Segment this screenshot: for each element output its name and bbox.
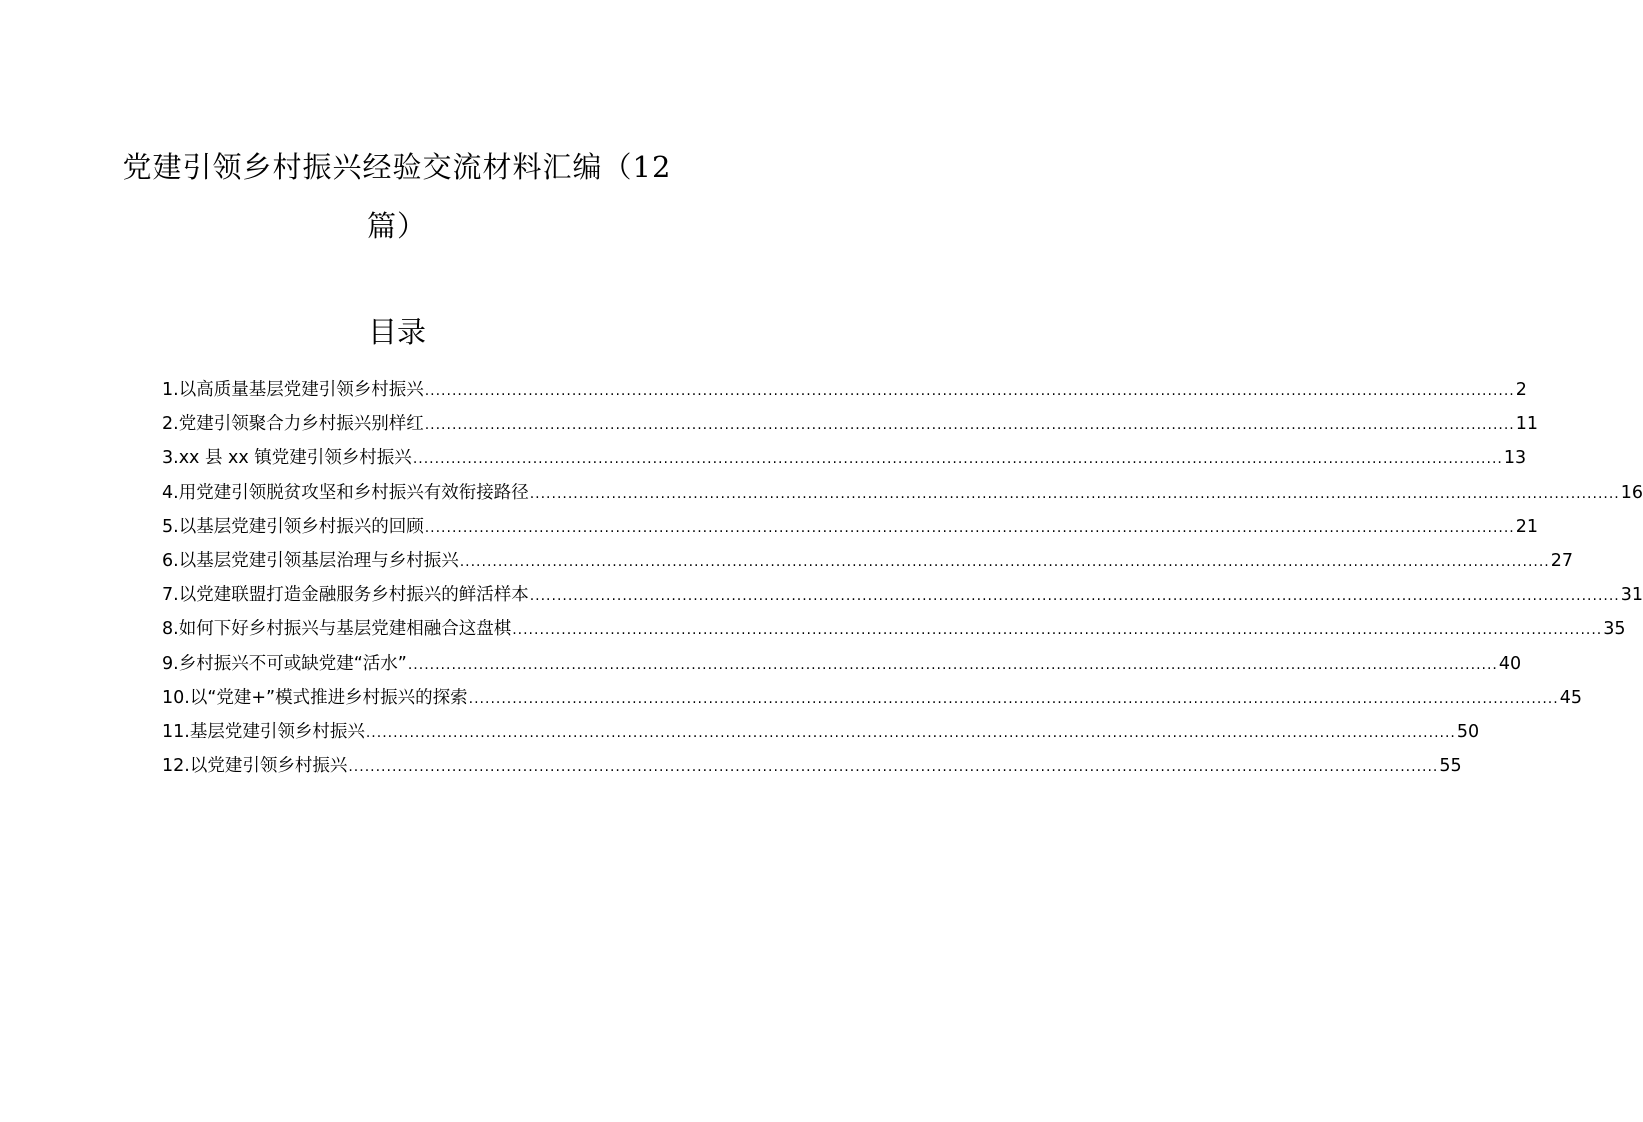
toc-entry[interactable] xyxy=(162,578,1643,612)
toc-entry[interactable] xyxy=(162,749,1462,783)
toc-entry-page-number: 45 xyxy=(1559,687,1582,708)
toc-entry[interactable] xyxy=(162,441,1527,475)
toc-entry[interactable] xyxy=(162,407,1539,441)
toc-entry-page-number: 35 xyxy=(1603,619,1626,640)
toc-entry-title: 2.党建引领聚合力乡村振兴别样红 xyxy=(162,414,424,435)
toc-entry-page-number: 16 xyxy=(1620,482,1643,503)
toc-dot-leader: ........................................................................................................................................................................................................ xyxy=(407,656,1498,673)
toc-entry-title: 10.以“党建+”模式推进乡村振兴的探索 xyxy=(162,687,468,708)
toc-entry[interactable] xyxy=(162,544,1574,578)
toc-dot-leader: ........................................................................................................................................................................................................ xyxy=(529,485,1620,502)
toc-dot-leader: ........................................................................................................................................................................................................ xyxy=(412,451,1503,468)
toc-entry[interactable] xyxy=(162,510,1539,544)
toc-entry-page-number: 21 xyxy=(1515,516,1539,537)
document-title-line-2: 篇） xyxy=(366,209,427,243)
toc-dot-leader: ........................................................................................................................................................................................................ xyxy=(424,519,1515,536)
toc-dot-leader: ........................................................................................................................................................................................................ xyxy=(529,588,1620,605)
toc-entry-title: 12.以党建引领乡村振兴 xyxy=(162,756,348,777)
toc-entry-title: 8.如何下好乡村振兴与基层党建相融合这盘棋 xyxy=(162,619,512,640)
toc-entry[interactable] xyxy=(162,647,1522,681)
toc-entry-page-number: 55 xyxy=(1439,756,1462,777)
toc-entry[interactable] xyxy=(162,612,1626,646)
toc-entry-page-number: 27 xyxy=(1550,550,1574,571)
document-title-line-1: 党建引领乡村振兴经验交流材料汇编（12 xyxy=(122,150,672,184)
toc-entry[interactable] xyxy=(162,715,1480,749)
toc-entry[interactable] xyxy=(162,476,1643,510)
toc-entry-title: 5.以基层党建引领乡村振兴的回顾 xyxy=(162,516,424,537)
toc-entry-title: 7.以党建联盟打造金融服务乡村振兴的鲜活样本 xyxy=(162,585,529,606)
table-of-contents xyxy=(162,373,1643,783)
toc-entry-page-number: 11 xyxy=(1515,414,1539,435)
toc-entry[interactable] xyxy=(162,681,1582,715)
toc-dot-leader: ........................................................................................................................................................................................................ xyxy=(424,417,1515,434)
toc-heading: 目录 xyxy=(367,315,426,349)
toc-entry-page-number: 31 xyxy=(1620,585,1643,606)
toc-entry[interactable] xyxy=(162,373,1527,407)
toc-entry-title: 6.以基层党建引领基层治理与乡村振兴 xyxy=(162,550,459,571)
toc-dot-leader: ........................................................................................................................................................................................................ xyxy=(424,383,1515,399)
toc-entry-page-number: 13 xyxy=(1503,448,1527,469)
toc-dot-leader: ........................................................................................................................................................................................................ xyxy=(512,622,1603,639)
toc-entry-page-number: 40 xyxy=(1498,653,1522,674)
toc-dot-leader: ........................................................................................................................................................................................................ xyxy=(365,724,1456,741)
toc-entry-title: 1.以高质量基层党建引领乡村振兴 xyxy=(162,380,424,400)
toc-entry-page-number: 2 xyxy=(1515,380,1527,400)
toc-dot-leader: ........................................................................................................................................................................................................ xyxy=(348,759,1439,776)
toc-entry-title: 4.用党建引领脱贫攻坚和乡村振兴有效衔接路径 xyxy=(162,482,529,503)
toc-entry-page-number: 50 xyxy=(1456,721,1480,742)
toc-entry-title: 11.基层党建引领乡村振兴 xyxy=(162,721,365,742)
toc-entry-title: 9.乡村振兴不可或缺党建“活水” xyxy=(162,653,407,674)
toc-entry-title: 3.xx 县 xx 镇党建引领乡村振兴 xyxy=(162,448,412,469)
toc-dot-leader: ........................................................................................................................................................................................................ xyxy=(468,690,1559,707)
toc-dot-leader: ........................................................................................................................................................................................................ xyxy=(459,553,1550,570)
